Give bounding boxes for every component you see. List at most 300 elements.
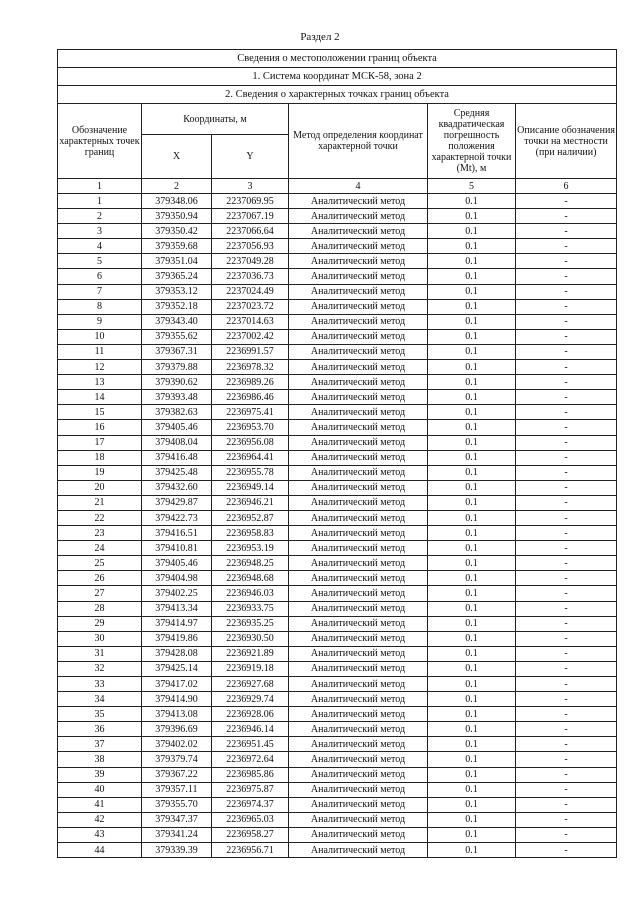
description-cell: - bbox=[516, 405, 617, 420]
point-number-cell: 4 bbox=[58, 239, 142, 254]
x-coordinate-cell: 379350.94 bbox=[142, 209, 212, 224]
method-cell: Аналитический метод bbox=[289, 269, 428, 284]
description-cell: - bbox=[516, 239, 617, 254]
method-cell: Аналитический метод bbox=[289, 526, 428, 541]
error-cell: 0.1 bbox=[428, 209, 516, 224]
y-coordinate-cell: 2236948.68 bbox=[212, 571, 289, 586]
y-coordinate-cell: 2236958.27 bbox=[212, 827, 289, 842]
description-cell: - bbox=[516, 843, 617, 858]
table-row bbox=[58, 224, 617, 239]
error-cell: 0.1 bbox=[428, 707, 516, 722]
description-cell: - bbox=[516, 465, 617, 480]
error-cell: 0.1 bbox=[428, 480, 516, 495]
method-cell: Аналитический метод bbox=[289, 737, 428, 752]
y-coordinate-cell: 2236949.14 bbox=[212, 480, 289, 495]
method-cell: Аналитический метод bbox=[289, 752, 428, 767]
y-coordinate-cell: 2236975.41 bbox=[212, 405, 289, 420]
x-coordinate-cell: 379367.31 bbox=[142, 344, 212, 359]
description-cell: - bbox=[516, 435, 617, 450]
error-cell: 0.1 bbox=[428, 737, 516, 752]
error-cell: 0.1 bbox=[428, 782, 516, 797]
method-cell: Аналитический метод bbox=[289, 631, 428, 646]
error-cell: 0.1 bbox=[428, 722, 516, 737]
header-y: Y bbox=[212, 135, 289, 179]
point-number-cell: 18 bbox=[58, 450, 142, 465]
y-coordinate-cell: 2236978.32 bbox=[212, 360, 289, 375]
method-cell: Аналитический метод bbox=[289, 314, 428, 329]
x-coordinate-cell: 379413.08 bbox=[142, 707, 212, 722]
y-coordinate-cell: 2236935.25 bbox=[212, 616, 289, 631]
x-coordinate-cell: 379382.63 bbox=[142, 405, 212, 420]
y-coordinate-cell: 2236972.64 bbox=[212, 752, 289, 767]
point-number-cell: 21 bbox=[58, 495, 142, 510]
x-coordinate-cell: 379350.42 bbox=[142, 224, 212, 239]
error-cell: 0.1 bbox=[428, 254, 516, 269]
y-coordinate-cell: 2236927.68 bbox=[212, 677, 289, 692]
y-coordinate-cell: 2237067.19 bbox=[212, 209, 289, 224]
table-row bbox=[58, 556, 617, 571]
header-description: Описание обозначения точки на местности (при наличии) bbox=[516, 104, 617, 179]
point-number-cell: 35 bbox=[58, 707, 142, 722]
section-title: Раздел 2 bbox=[300, 31, 340, 43]
y-coordinate-cell: 2236919.18 bbox=[212, 661, 289, 676]
method-cell: Аналитический метод bbox=[289, 767, 428, 782]
table-subtitle: 2. Сведения о характерных точках границ объекта bbox=[58, 86, 617, 104]
description-cell: - bbox=[516, 646, 617, 661]
table-row bbox=[58, 571, 617, 586]
point-number-cell: 13 bbox=[58, 375, 142, 390]
y-coordinate-cell: 2237024.49 bbox=[212, 284, 289, 299]
description-cell: - bbox=[516, 616, 617, 631]
table-row bbox=[58, 284, 617, 299]
description-cell: - bbox=[516, 767, 617, 782]
method-cell: Аналитический метод bbox=[289, 194, 428, 209]
description-cell: - bbox=[516, 692, 617, 707]
x-coordinate-cell: 379413.34 bbox=[142, 601, 212, 616]
description-cell: - bbox=[516, 661, 617, 676]
x-coordinate-cell: 379357.11 bbox=[142, 782, 212, 797]
table-row bbox=[58, 631, 617, 646]
method-cell: Аналитический метод bbox=[289, 239, 428, 254]
y-coordinate-cell: 2236989.26 bbox=[212, 375, 289, 390]
method-cell: Аналитический метод bbox=[289, 480, 428, 495]
description-cell: - bbox=[516, 797, 617, 812]
error-cell: 0.1 bbox=[428, 571, 516, 586]
point-number-cell: 25 bbox=[58, 556, 142, 571]
method-cell: Аналитический метод bbox=[289, 510, 428, 525]
method-cell: Аналитический метод bbox=[289, 405, 428, 420]
table-row bbox=[58, 752, 617, 767]
table-row bbox=[58, 692, 617, 707]
table-row bbox=[58, 450, 617, 465]
column-number: 3 bbox=[212, 179, 289, 194]
error-cell: 0.1 bbox=[428, 299, 516, 314]
error-cell: 0.1 bbox=[428, 556, 516, 571]
description-cell: - bbox=[516, 827, 617, 842]
x-coordinate-cell: 379343.40 bbox=[142, 314, 212, 329]
y-coordinate-cell: 2236946.21 bbox=[212, 495, 289, 510]
description-cell: - bbox=[516, 707, 617, 722]
table-row bbox=[58, 405, 617, 420]
point-number-cell: 39 bbox=[58, 767, 142, 782]
method-cell: Аналитический метод bbox=[289, 797, 428, 812]
x-coordinate-cell: 379339.39 bbox=[142, 843, 212, 858]
point-number-cell: 28 bbox=[58, 601, 142, 616]
point-number-cell: 43 bbox=[58, 827, 142, 842]
table-row bbox=[58, 797, 617, 812]
description-cell: - bbox=[516, 360, 617, 375]
y-coordinate-cell: 2236953.70 bbox=[212, 420, 289, 435]
error-cell: 0.1 bbox=[428, 601, 516, 616]
x-coordinate-cell: 379347.37 bbox=[142, 812, 212, 827]
y-coordinate-cell: 2236956.08 bbox=[212, 435, 289, 450]
point-number-cell: 6 bbox=[58, 269, 142, 284]
error-cell: 0.1 bbox=[428, 541, 516, 556]
point-number-cell: 7 bbox=[58, 284, 142, 299]
y-coordinate-cell: 2237049.28 bbox=[212, 254, 289, 269]
y-coordinate-cell: 2237014.63 bbox=[212, 314, 289, 329]
description-cell: - bbox=[516, 390, 617, 405]
table-row bbox=[58, 526, 617, 541]
header-coords: Координаты, м bbox=[142, 104, 289, 135]
method-cell: Аналитический метод bbox=[289, 435, 428, 450]
method-cell: Аналитический метод bbox=[289, 344, 428, 359]
error-cell: 0.1 bbox=[428, 284, 516, 299]
error-cell: 0.1 bbox=[428, 450, 516, 465]
point-number-cell: 5 bbox=[58, 254, 142, 269]
error-cell: 0.1 bbox=[428, 752, 516, 767]
x-coordinate-cell: 379414.90 bbox=[142, 692, 212, 707]
description-cell: - bbox=[516, 601, 617, 616]
error-cell: 0.1 bbox=[428, 420, 516, 435]
point-number-cell: 22 bbox=[58, 510, 142, 525]
x-coordinate-cell: 379417.02 bbox=[142, 677, 212, 692]
point-number-cell: 27 bbox=[58, 586, 142, 601]
x-coordinate-cell: 379348.06 bbox=[142, 194, 212, 209]
table-row bbox=[58, 435, 617, 450]
y-coordinate-cell: 2236986.46 bbox=[212, 390, 289, 405]
x-coordinate-cell: 379404.98 bbox=[142, 571, 212, 586]
table-row bbox=[58, 661, 617, 676]
method-cell: Аналитический метод bbox=[289, 465, 428, 480]
error-cell: 0.1 bbox=[428, 390, 516, 405]
description-cell: - bbox=[516, 375, 617, 390]
error-cell: 0.1 bbox=[428, 692, 516, 707]
method-cell: Аналитический метод bbox=[289, 707, 428, 722]
x-coordinate-cell: 379379.88 bbox=[142, 360, 212, 375]
error-cell: 0.1 bbox=[428, 661, 516, 676]
x-coordinate-cell: 379429.87 bbox=[142, 495, 212, 510]
point-number-cell: 15 bbox=[58, 405, 142, 420]
description-cell: - bbox=[516, 526, 617, 541]
description-cell: - bbox=[516, 722, 617, 737]
method-cell: Аналитический метод bbox=[289, 827, 428, 842]
table-row bbox=[58, 495, 617, 510]
header-x: X bbox=[142, 135, 212, 179]
table-row bbox=[58, 722, 617, 737]
method-cell: Аналитический метод bbox=[289, 661, 428, 676]
description-cell: - bbox=[516, 420, 617, 435]
method-cell: Аналитический метод bbox=[289, 420, 428, 435]
table-row bbox=[58, 299, 617, 314]
table-row bbox=[58, 420, 617, 435]
x-coordinate-cell: 379355.62 bbox=[142, 329, 212, 344]
table-row bbox=[58, 707, 617, 722]
method-cell: Аналитический метод bbox=[289, 284, 428, 299]
x-coordinate-cell: 379405.46 bbox=[142, 556, 212, 571]
table-row bbox=[58, 782, 617, 797]
point-number-cell: 1 bbox=[58, 194, 142, 209]
description-cell: - bbox=[516, 677, 617, 692]
description-cell: - bbox=[516, 284, 617, 299]
y-coordinate-cell: 2236985.86 bbox=[212, 767, 289, 782]
y-coordinate-cell: 2236948.25 bbox=[212, 556, 289, 571]
point-number-cell: 37 bbox=[58, 737, 142, 752]
table-row bbox=[58, 375, 617, 390]
method-cell: Аналитический метод bbox=[289, 360, 428, 375]
error-cell: 0.1 bbox=[428, 375, 516, 390]
x-coordinate-cell: 379408.04 bbox=[142, 435, 212, 450]
y-coordinate-cell: 2237069.95 bbox=[212, 194, 289, 209]
error-cell: 0.1 bbox=[428, 465, 516, 480]
x-coordinate-cell: 379432.60 bbox=[142, 480, 212, 495]
table-row bbox=[58, 239, 617, 254]
table-row bbox=[58, 194, 617, 209]
column-number: 6 bbox=[516, 179, 617, 194]
x-coordinate-cell: 379367.22 bbox=[142, 767, 212, 782]
error-cell: 0.1 bbox=[428, 526, 516, 541]
x-coordinate-cell: 379393.48 bbox=[142, 390, 212, 405]
table-row bbox=[58, 843, 617, 858]
header-method: Метод определения координат характерной точки bbox=[289, 104, 428, 179]
point-number-cell: 30 bbox=[58, 631, 142, 646]
error-cell: 0.1 bbox=[428, 344, 516, 359]
method-cell: Аналитический метод bbox=[289, 692, 428, 707]
description-cell: - bbox=[516, 209, 617, 224]
y-coordinate-cell: 2236946.03 bbox=[212, 586, 289, 601]
description-cell: - bbox=[516, 571, 617, 586]
y-coordinate-cell: 2236929.74 bbox=[212, 692, 289, 707]
x-coordinate-cell: 379365.24 bbox=[142, 269, 212, 284]
x-coordinate-cell: 379359.68 bbox=[142, 239, 212, 254]
error-cell: 0.1 bbox=[428, 405, 516, 420]
y-coordinate-cell: 2236946.14 bbox=[212, 722, 289, 737]
y-coordinate-cell: 2236955.78 bbox=[212, 465, 289, 480]
table-row bbox=[58, 767, 617, 782]
x-coordinate-cell: 379396.69 bbox=[142, 722, 212, 737]
method-cell: Аналитический метод bbox=[289, 843, 428, 858]
table-row bbox=[58, 601, 617, 616]
error-cell: 0.1 bbox=[428, 224, 516, 239]
x-coordinate-cell: 379353.12 bbox=[142, 284, 212, 299]
method-cell: Аналитический метод bbox=[289, 495, 428, 510]
point-number-cell: 31 bbox=[58, 646, 142, 661]
y-coordinate-cell: 2237036.73 bbox=[212, 269, 289, 284]
error-cell: 0.1 bbox=[428, 631, 516, 646]
y-coordinate-cell: 2236964.41 bbox=[212, 450, 289, 465]
description-cell: - bbox=[516, 631, 617, 646]
error-cell: 0.1 bbox=[428, 677, 516, 692]
x-coordinate-cell: 379419.86 bbox=[142, 631, 212, 646]
error-cell: 0.1 bbox=[428, 797, 516, 812]
table-title: Сведения о местоположении границ объекта bbox=[58, 50, 617, 68]
description-cell: - bbox=[516, 737, 617, 752]
boundary-points-table bbox=[57, 49, 617, 858]
point-number-cell: 33 bbox=[58, 677, 142, 692]
point-number-cell: 2 bbox=[58, 209, 142, 224]
x-coordinate-cell: 379379.74 bbox=[142, 752, 212, 767]
table-row bbox=[58, 737, 617, 752]
error-cell: 0.1 bbox=[428, 510, 516, 525]
table-row bbox=[58, 541, 617, 556]
description-cell: - bbox=[516, 314, 617, 329]
point-number-cell: 44 bbox=[58, 843, 142, 858]
method-cell: Аналитический метод bbox=[289, 601, 428, 616]
point-number-cell: 16 bbox=[58, 420, 142, 435]
method-cell: Аналитический метод bbox=[289, 646, 428, 661]
y-coordinate-cell: 2236991.57 bbox=[212, 344, 289, 359]
point-number-cell: 12 bbox=[58, 360, 142, 375]
table-row bbox=[58, 586, 617, 601]
description-cell: - bbox=[516, 329, 617, 344]
y-coordinate-cell: 2236921.89 bbox=[212, 646, 289, 661]
error-cell: 0.1 bbox=[428, 239, 516, 254]
error-cell: 0.1 bbox=[428, 194, 516, 209]
description-cell: - bbox=[516, 269, 617, 284]
method-cell: Аналитический метод bbox=[289, 450, 428, 465]
method-cell: Аналитический метод bbox=[289, 722, 428, 737]
y-coordinate-cell: 2236951.45 bbox=[212, 737, 289, 752]
x-coordinate-cell: 379416.48 bbox=[142, 450, 212, 465]
x-coordinate-cell: 379425.14 bbox=[142, 661, 212, 676]
y-coordinate-cell: 2236956.71 bbox=[212, 843, 289, 858]
error-cell: 0.1 bbox=[428, 843, 516, 858]
error-cell: 0.1 bbox=[428, 314, 516, 329]
table-row bbox=[58, 480, 617, 495]
method-cell: Аналитический метод bbox=[289, 571, 428, 586]
point-number-cell: 41 bbox=[58, 797, 142, 812]
table-row bbox=[58, 269, 617, 284]
table-body bbox=[58, 194, 617, 858]
x-coordinate-cell: 379405.46 bbox=[142, 420, 212, 435]
table-row bbox=[58, 360, 617, 375]
x-coordinate-cell: 379355.70 bbox=[142, 797, 212, 812]
point-number-cell: 14 bbox=[58, 390, 142, 405]
x-coordinate-cell: 379402.02 bbox=[142, 737, 212, 752]
y-coordinate-cell: 2237023.72 bbox=[212, 299, 289, 314]
method-cell: Аналитический метод bbox=[289, 616, 428, 631]
method-cell: Аналитический метод bbox=[289, 556, 428, 571]
y-coordinate-cell: 2236930.50 bbox=[212, 631, 289, 646]
table-row bbox=[58, 812, 617, 827]
column-number: 4 bbox=[289, 179, 428, 194]
method-cell: Аналитический метод bbox=[289, 390, 428, 405]
y-coordinate-cell: 2236933.75 bbox=[212, 601, 289, 616]
point-number-cell: 10 bbox=[58, 329, 142, 344]
x-coordinate-cell: 379390.62 bbox=[142, 375, 212, 390]
error-cell: 0.1 bbox=[428, 812, 516, 827]
table-row bbox=[58, 329, 617, 344]
description-cell: - bbox=[516, 299, 617, 314]
point-number-cell: 17 bbox=[58, 435, 142, 450]
description-cell: - bbox=[516, 752, 617, 767]
description-cell: - bbox=[516, 224, 617, 239]
column-number: 2 bbox=[142, 179, 212, 194]
x-coordinate-cell: 379416.51 bbox=[142, 526, 212, 541]
point-number-cell: 36 bbox=[58, 722, 142, 737]
method-cell: Аналитический метод bbox=[289, 782, 428, 797]
x-coordinate-cell: 379428.08 bbox=[142, 646, 212, 661]
description-cell: - bbox=[516, 194, 617, 209]
point-number-cell: 34 bbox=[58, 692, 142, 707]
error-cell: 0.1 bbox=[428, 616, 516, 631]
point-number-cell: 20 bbox=[58, 480, 142, 495]
description-cell: - bbox=[516, 254, 617, 269]
error-cell: 0.1 bbox=[428, 646, 516, 661]
error-cell: 0.1 bbox=[428, 360, 516, 375]
table-row bbox=[58, 616, 617, 631]
y-coordinate-cell: 2236928.06 bbox=[212, 707, 289, 722]
description-cell: - bbox=[516, 556, 617, 571]
method-cell: Аналитический метод bbox=[289, 677, 428, 692]
point-number-cell: 8 bbox=[58, 299, 142, 314]
method-cell: Аналитический метод bbox=[289, 329, 428, 344]
point-number-cell: 23 bbox=[58, 526, 142, 541]
description-cell: - bbox=[516, 782, 617, 797]
table-row bbox=[58, 314, 617, 329]
point-number-cell: 42 bbox=[58, 812, 142, 827]
x-coordinate-cell: 379351.04 bbox=[142, 254, 212, 269]
method-cell: Аналитический метод bbox=[289, 812, 428, 827]
point-number-cell: 19 bbox=[58, 465, 142, 480]
table-row bbox=[58, 209, 617, 224]
y-coordinate-cell: 2237056.93 bbox=[212, 239, 289, 254]
method-cell: Аналитический метод bbox=[289, 586, 428, 601]
x-coordinate-cell: 379402.25 bbox=[142, 586, 212, 601]
point-number-cell: 32 bbox=[58, 661, 142, 676]
y-coordinate-cell: 2236975.87 bbox=[212, 782, 289, 797]
header-point: Обозначение характерных точек границ bbox=[58, 104, 142, 179]
column-number: 1 bbox=[58, 179, 142, 194]
error-cell: 0.1 bbox=[428, 827, 516, 842]
point-number-cell: 29 bbox=[58, 616, 142, 631]
table-row bbox=[58, 510, 617, 525]
table-row bbox=[58, 254, 617, 269]
table-row bbox=[58, 465, 617, 480]
description-cell: - bbox=[516, 541, 617, 556]
description-cell: - bbox=[516, 450, 617, 465]
y-coordinate-cell: 2236974.37 bbox=[212, 797, 289, 812]
description-cell: - bbox=[516, 344, 617, 359]
method-cell: Аналитический метод bbox=[289, 254, 428, 269]
error-cell: 0.1 bbox=[428, 269, 516, 284]
method-cell: Аналитический метод bbox=[289, 299, 428, 314]
table-row bbox=[58, 344, 617, 359]
point-number-cell: 3 bbox=[58, 224, 142, 239]
point-number-cell: 9 bbox=[58, 314, 142, 329]
y-coordinate-cell: 2236952.87 bbox=[212, 510, 289, 525]
error-cell: 0.1 bbox=[428, 586, 516, 601]
error-cell: 0.1 bbox=[428, 435, 516, 450]
y-coordinate-cell: 2237002.42 bbox=[212, 329, 289, 344]
coordinate-system: 1. Система координат МСК-58, зона 2 bbox=[58, 68, 617, 86]
method-cell: Аналитический метод bbox=[289, 541, 428, 556]
column-number: 5 bbox=[428, 179, 516, 194]
point-number-cell: 38 bbox=[58, 752, 142, 767]
description-cell: - bbox=[516, 812, 617, 827]
x-coordinate-cell: 379414.97 bbox=[142, 616, 212, 631]
x-coordinate-cell: 379352.18 bbox=[142, 299, 212, 314]
